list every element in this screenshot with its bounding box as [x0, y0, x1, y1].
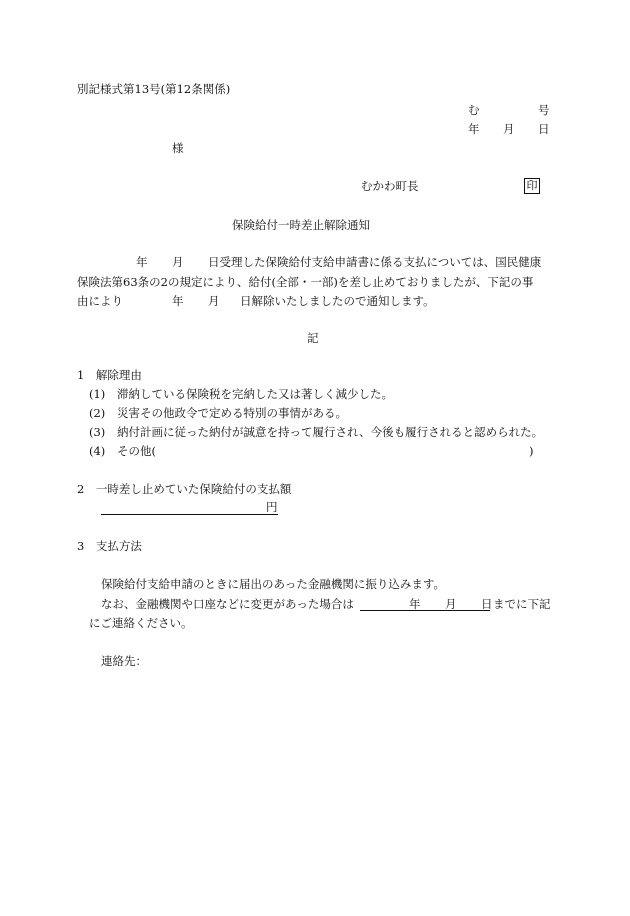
body-line3-suffix: 日解除いたしましたので通知します。	[240, 294, 435, 308]
reason-2-text: 災害その他政令で定める特別の事情がある。	[117, 406, 347, 420]
body-month: 月	[172, 255, 184, 269]
deadline-day: 日	[481, 597, 493, 611]
body-line2: 保険法第63条の2の規定により、給付(全部・一部)を差し止めておりましたが、下記の事	[77, 275, 534, 289]
seal-stamp: 印	[524, 178, 540, 194]
reason-1-number: (1)	[89, 387, 106, 401]
deadline-month: 月	[445, 597, 457, 611]
date-month: 月	[503, 122, 515, 136]
issuer-name: むかわ町長	[361, 179, 419, 193]
body-line1: 日受理した保険給付支給申請書に係る支払については、国民健康	[208, 255, 542, 269]
section1-heading: 1 解除理由	[77, 368, 142, 382]
form-reference: 別記様式第13号(第12条関係)	[77, 82, 231, 96]
amount-unit: 円	[266, 500, 278, 514]
payment-line3: にご連絡ください。	[89, 616, 193, 630]
body-line3-month: 月	[208, 294, 220, 308]
body-line3-prefix: 由により	[77, 294, 123, 308]
date-year: 年	[468, 122, 480, 136]
payment-line2-prefix: なお、金融機関や口座などに変更があった場合は	[101, 597, 354, 611]
document-title: 保険給付一時差止解除通知	[232, 218, 370, 232]
deadline-year: 年	[409, 597, 421, 611]
addressee-honorific: 様	[172, 141, 184, 155]
reason-4-close-paren: )	[529, 444, 534, 458]
section3-heading: 3 支払方法	[77, 539, 142, 553]
reason-3-number: (3)	[89, 425, 106, 439]
body-line3-year: 年	[172, 294, 184, 308]
reason-3-text: 納付計画に従った納付が誠意を持って履行され、今後も履行されると認められた。	[117, 425, 544, 439]
payment-line1: 保険給付支給申請のときに届出のあった金融機関に振り込みます。	[101, 577, 445, 591]
reason-4-number: (4)	[89, 444, 106, 458]
reference-suffix: 号	[538, 103, 550, 117]
date-day: 日	[538, 122, 550, 136]
body-year: 年	[136, 255, 148, 269]
reference-prefix: む	[468, 103, 480, 117]
reason-4-text: その他(	[117, 444, 156, 458]
contact-label: 連絡先：	[101, 654, 147, 668]
section2-heading: 2 一時差し止めていた保険給付の支払額	[77, 482, 292, 496]
deadline-blank-line	[360, 610, 490, 611]
amount-blank-line	[101, 514, 278, 515]
ki-heading: 記	[307, 331, 319, 345]
payment-line2-suffix: までに下記	[493, 597, 551, 611]
reason-2-number: (2)	[89, 406, 106, 420]
reason-1-text: 滞納している保険税を完納した又は著しく減少した。	[117, 387, 393, 401]
